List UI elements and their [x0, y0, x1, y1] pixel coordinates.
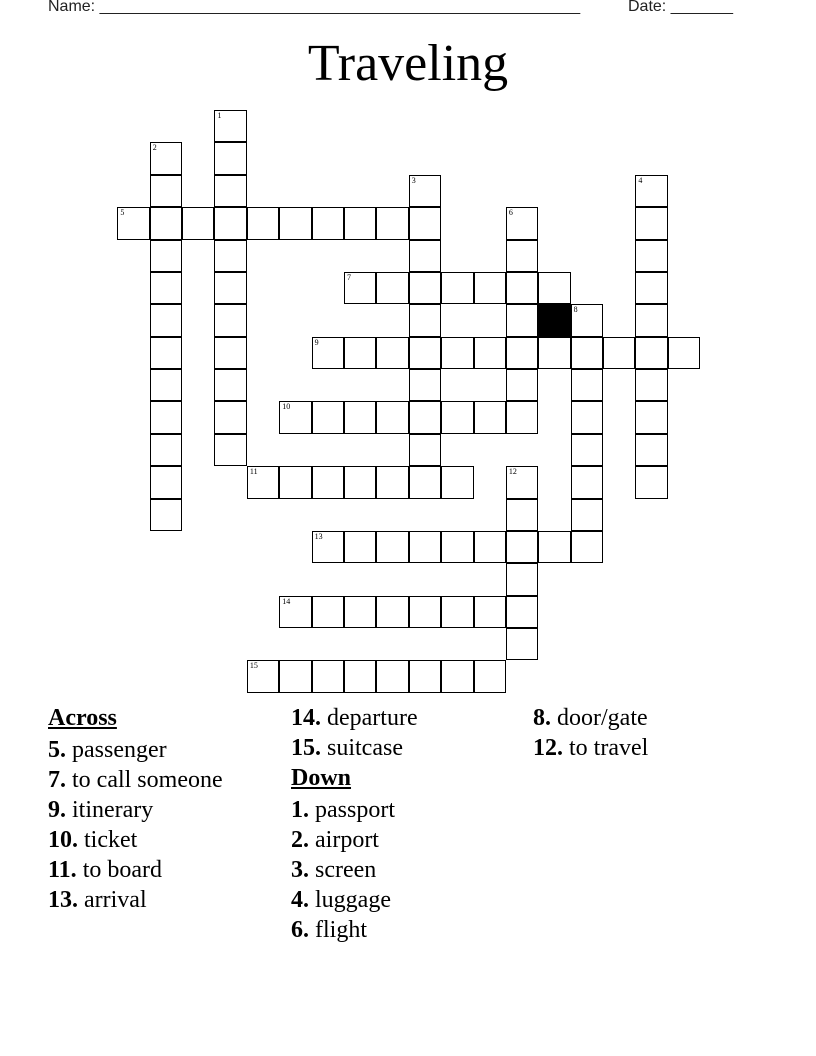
grid-cell[interactable]	[506, 369, 538, 401]
across-clue-11: 11. to board	[48, 857, 162, 883]
grid-cell[interactable]	[150, 175, 182, 207]
grid-cell[interactable]	[409, 304, 441, 336]
grid-cell[interactable]	[376, 401, 408, 433]
grid-cell[interactable]	[571, 304, 603, 336]
grid-cell[interactable]	[279, 660, 311, 692]
grid-cell[interactable]	[214, 240, 246, 272]
grid-cell[interactable]	[312, 531, 344, 563]
grid-cell[interactable]	[506, 466, 538, 498]
grid-cell[interactable]	[150, 142, 182, 174]
grid-cell[interactable]	[279, 466, 311, 498]
grid-cell[interactable]	[603, 337, 635, 369]
grid-cell[interactable]	[506, 596, 538, 628]
grid-cell[interactable]	[344, 660, 376, 692]
grid-cell[interactable]	[409, 175, 441, 207]
clue-number: 9	[314, 337, 319, 347]
grid-cell[interactable]	[409, 240, 441, 272]
grid-cell[interactable]	[441, 401, 473, 433]
grid-cell[interactable]	[182, 207, 214, 239]
grid-cell[interactable]	[344, 531, 376, 563]
grid-cell[interactable]	[344, 272, 376, 304]
clues-column-3	[533, 703, 753, 763]
grid-cell[interactable]	[571, 369, 603, 401]
grid-cell[interactable]	[312, 466, 344, 498]
grid-cell[interactable]	[214, 401, 246, 433]
across-clue-7: 7. to call someone	[48, 767, 223, 793]
grid-cell[interactable]	[376, 596, 408, 628]
grid-cell[interactable]	[571, 466, 603, 498]
grid-cell[interactable]	[150, 466, 182, 498]
grid-cell[interactable]	[506, 304, 538, 336]
clue-number: 8	[573, 305, 578, 315]
grid-cell[interactable]	[279, 596, 311, 628]
grid-cell[interactable]	[441, 466, 473, 498]
across-heading: Across	[48, 705, 117, 731]
grid-cell[interactable]	[376, 337, 408, 369]
grid-cell[interactable]	[506, 401, 538, 433]
grid-cell[interactable]	[409, 337, 441, 369]
grid-cell[interactable]	[474, 660, 506, 692]
grid-cell[interactable]	[506, 207, 538, 239]
clue-number: 3	[411, 175, 416, 185]
date-field[interactable]: Date: _______	[628, 0, 733, 15]
grid-cell[interactable]	[474, 337, 506, 369]
grid-cell[interactable]	[409, 596, 441, 628]
grid-cell[interactable]	[247, 466, 279, 498]
grid-cell[interactable]	[344, 466, 376, 498]
grid-cell[interactable]	[668, 337, 700, 369]
clue-number: 4	[638, 175, 643, 185]
down-clue-2: 2. airport	[291, 827, 379, 853]
grid-cell[interactable]	[571, 434, 603, 466]
grid-cell[interactable]	[247, 207, 279, 239]
grid-cell[interactable]	[474, 596, 506, 628]
grid-cell[interactable]	[376, 531, 408, 563]
across-clue-14: 14. departure	[291, 705, 418, 731]
grid-cell[interactable]	[506, 628, 538, 660]
grid-cell[interactable]	[506, 337, 538, 369]
grid-cell[interactable]	[474, 401, 506, 433]
grid-cell[interactable]	[635, 337, 667, 369]
grid-cell[interactable]	[214, 304, 246, 336]
grid-cell[interactable]	[312, 337, 344, 369]
grid-cell[interactable]	[312, 596, 344, 628]
grid-cell[interactable]	[635, 466, 667, 498]
across-clue-5: 5. passenger	[48, 737, 167, 763]
grid-cell[interactable]	[409, 401, 441, 433]
grid-cell[interactable]	[635, 369, 667, 401]
grid-cell[interactable]	[409, 434, 441, 466]
clue-number: 10	[282, 402, 291, 412]
grid-cell[interactable]	[150, 304, 182, 336]
grid-cell[interactable]	[279, 401, 311, 433]
grid-cell[interactable]	[474, 531, 506, 563]
grid-cell[interactable]	[635, 304, 667, 336]
grid-cell[interactable]	[150, 337, 182, 369]
name-field[interactable]: Name: ______________________________________________________	[48, 0, 581, 15]
clue-number: 14	[282, 596, 291, 606]
puzzle-title: Traveling	[307, 35, 509, 92]
down-clue-6: 6. flight	[291, 917, 367, 943]
grid-cell[interactable]	[150, 240, 182, 272]
grid-cell[interactable]	[150, 434, 182, 466]
clue-number: 13	[314, 531, 323, 541]
grid-cell[interactable]	[474, 272, 506, 304]
grid-cell[interactable]	[441, 596, 473, 628]
grid-cell[interactable]	[150, 401, 182, 433]
across-clue-15: 15. suitcase	[291, 735, 403, 761]
grid-cell[interactable]	[571, 337, 603, 369]
down-clue-3: 3. screen	[291, 857, 377, 883]
clue-number: 1	[217, 111, 222, 120]
grid-cell[interactable]	[344, 207, 376, 239]
grid-cell[interactable]	[376, 466, 408, 498]
clues-column-2	[291, 703, 511, 945]
grid-cell[interactable]	[214, 272, 246, 304]
clue-number: 15	[249, 661, 258, 671]
grid-cell[interactable]	[376, 272, 408, 304]
grid-cell[interactable]	[571, 531, 603, 563]
grid-cell[interactable]	[247, 660, 279, 692]
grid-cell[interactable]	[409, 660, 441, 692]
down-clue-4: 4. luggage	[291, 887, 391, 913]
across-clue-9: 9. itinerary	[48, 797, 154, 823]
grid-cell[interactable]	[376, 660, 408, 692]
grid-cell[interactable]	[635, 434, 667, 466]
grid-cell[interactable]	[635, 272, 667, 304]
grid-cell[interactable]	[150, 369, 182, 401]
grid-cell[interactable]	[441, 660, 473, 692]
grid-cell[interactable]	[635, 240, 667, 272]
grid-cell[interactable]	[409, 466, 441, 498]
clue-number: 7	[347, 272, 351, 282]
grid-cell[interactable]	[571, 401, 603, 433]
grid-cell[interactable]	[635, 175, 667, 207]
grid-cell[interactable]	[214, 142, 246, 174]
clue-number: 5	[120, 208, 125, 218]
grid-cell[interactable]	[538, 337, 570, 369]
grid-cell[interactable]	[312, 207, 344, 239]
grid-cell[interactable]	[344, 337, 376, 369]
grid-cell[interactable]	[344, 596, 376, 628]
grid-cell[interactable]	[506, 563, 538, 595]
grid-cell[interactable]	[635, 401, 667, 433]
down-clue-8: 8. door/gate	[533, 705, 648, 731]
grid-cell[interactable]	[214, 369, 246, 401]
grid-cell[interactable]	[571, 499, 603, 531]
black-cell	[538, 304, 570, 336]
grid-cell[interactable]	[150, 272, 182, 304]
grid-cell[interactable]	[506, 272, 538, 304]
clues-column-1	[48, 703, 248, 915]
grid-cell[interactable]	[279, 207, 311, 239]
grid-cell[interactable]	[409, 369, 441, 401]
grid-cell[interactable]	[409, 272, 441, 304]
grid-cell[interactable]	[150, 207, 182, 239]
grid-cell[interactable]	[506, 531, 538, 563]
grid-cell[interactable]	[214, 434, 246, 466]
grid-cell[interactable]	[214, 207, 246, 239]
grid-cell[interactable]	[376, 207, 408, 239]
grid-cell[interactable]	[506, 240, 538, 272]
down-clue-1: 1. passport	[291, 797, 395, 823]
clue-number: 12	[508, 467, 517, 477]
grid-cell[interactable]	[409, 207, 441, 239]
grid-cell[interactable]	[441, 337, 473, 369]
clue-number: 11	[249, 467, 258, 477]
grid-cell[interactable]	[538, 531, 570, 563]
grid-cell[interactable]	[117, 207, 149, 239]
grid-cell[interactable]	[312, 660, 344, 692]
clue-number: 2	[152, 143, 157, 153]
grid-cell[interactable]	[214, 337, 246, 369]
down-heading: Down	[291, 765, 352, 791]
grid-cell[interactable]	[214, 110, 246, 142]
clue-number: 6	[508, 208, 513, 218]
grid-cell[interactable]	[214, 175, 246, 207]
grid-cell[interactable]	[538, 272, 570, 304]
down-clue-12: 12. to travel	[533, 735, 649, 761]
grid-cell[interactable]	[150, 499, 182, 531]
grid-cell[interactable]	[506, 499, 538, 531]
across-clue-13: 13. arrival	[48, 887, 147, 913]
grid-cell[interactable]	[441, 272, 473, 304]
grid-cell[interactable]	[441, 531, 473, 563]
grid-cell[interactable]	[635, 207, 667, 239]
grid-cell[interactable]	[312, 401, 344, 433]
across-clue-10: 10. ticket	[48, 827, 138, 853]
grid-cell[interactable]	[409, 531, 441, 563]
grid-cell[interactable]	[344, 401, 376, 433]
